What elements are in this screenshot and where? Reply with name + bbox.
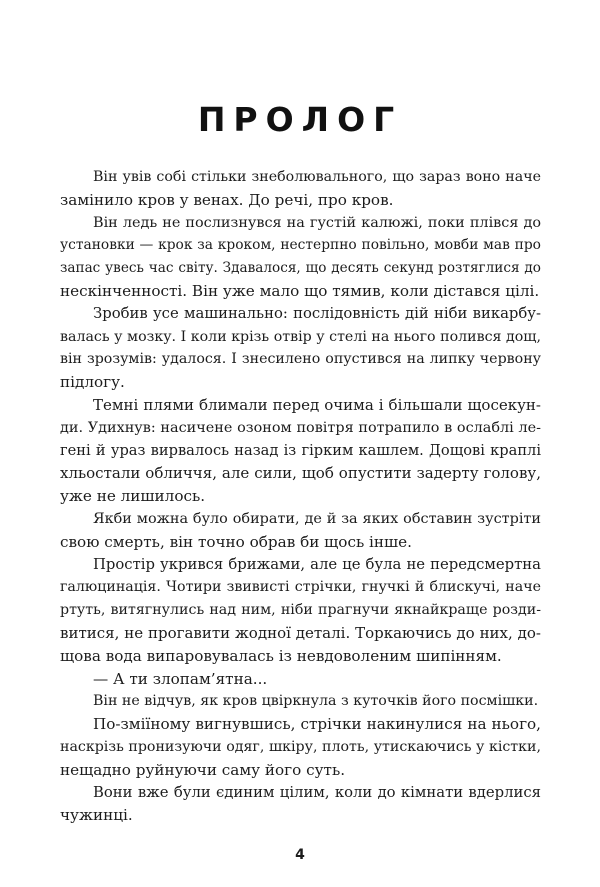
text-line: замінило кров у венах. До речі, про кров. — [60, 190, 394, 209]
text-line: Він ледь не послизнувся на густій калюжі, поки плівся до — [93, 214, 541, 231]
chapter-title: ПРОЛОГ — [197, 100, 403, 140]
text-line: свою смерть, він точно обрав би щось інше. — [60, 532, 412, 551]
text-line: ртуть, витягнулись над ним, ніби прагнучи якнайкраще розди- — [60, 602, 541, 619]
page-number: 4 — [295, 847, 305, 863]
text-line: чужинці. — [60, 806, 133, 825]
text-line: гені й ураз вирвалось назад із гірким кашлем. Дощові краплі — [60, 441, 541, 459]
text-line: витися, не прогавити жодної деталі. Торкаючись до них, до- — [60, 623, 541, 642]
text-line: наскрізь пронизуючи одяг, шкіру, плоть, утискаючись у кістки, — [60, 738, 541, 755]
text-line: уже не лишилось. — [60, 487, 206, 506]
text-line: По-зміїному вигнувшись, стрічки накинулися на нього, — [93, 715, 541, 734]
text-line: Зробив усе машинально: послідовність дій ніби викарбу- — [93, 304, 541, 322]
text-line: підлогу. — [60, 373, 125, 392]
text-line: Він увів собі стільки знеболювального, що зараз воно наче — [93, 169, 541, 185]
text-line: Він не відчув, як кров цвіркнула з куточків його посмішки. — [93, 693, 539, 710]
body-text — [60, 166, 541, 827]
text-line: він зрозумів: удалося. І знесилено опустився на липку червону — [60, 351, 541, 368]
text-line: Якби можна було обирати, де й за яких обставин зустріти — [93, 510, 541, 527]
text-line: — А ти злопам’ятна... — [93, 669, 268, 688]
text-line: хльостали обличчя, але сили, щоб опустити задерту голову, — [60, 464, 541, 483]
text-line: запас увесь час світу. Здавалося, що десять секунд розтяглися до — [60, 260, 541, 277]
text-line: валась у мозку. І коли крізь отвір у стелі на нього полився дощ, — [60, 328, 541, 345]
text-line: нескінченності. Він уже мало що тямив, коли дістався цілі. — [60, 281, 540, 300]
text-line: ди. Удихнув: насичене озоном повітря потрапило в ослаблі ле- — [60, 419, 541, 436]
text-line: щова вода випаровувалась із невдоволеним шипінням. — [60, 646, 502, 665]
text-line: галюцинація. Чотири звивисті стрічки, гнучкі й блискучі, наче — [60, 579, 541, 596]
text-line: Вони вже були єдиним цілим, коли до кімнати вдерлися — [93, 783, 541, 801]
text-line: Темні плями блимали перед очима і більшали щосекун- — [93, 395, 541, 414]
text-line: нещадно руйнуючи саму його суть. — [60, 760, 346, 779]
text-line: установки — крок за кроком, нестерпно повільно, мовби мав про — [60, 237, 541, 254]
text-line: Простір укрився брижами, але це була не передсмертна — [93, 555, 541, 573]
